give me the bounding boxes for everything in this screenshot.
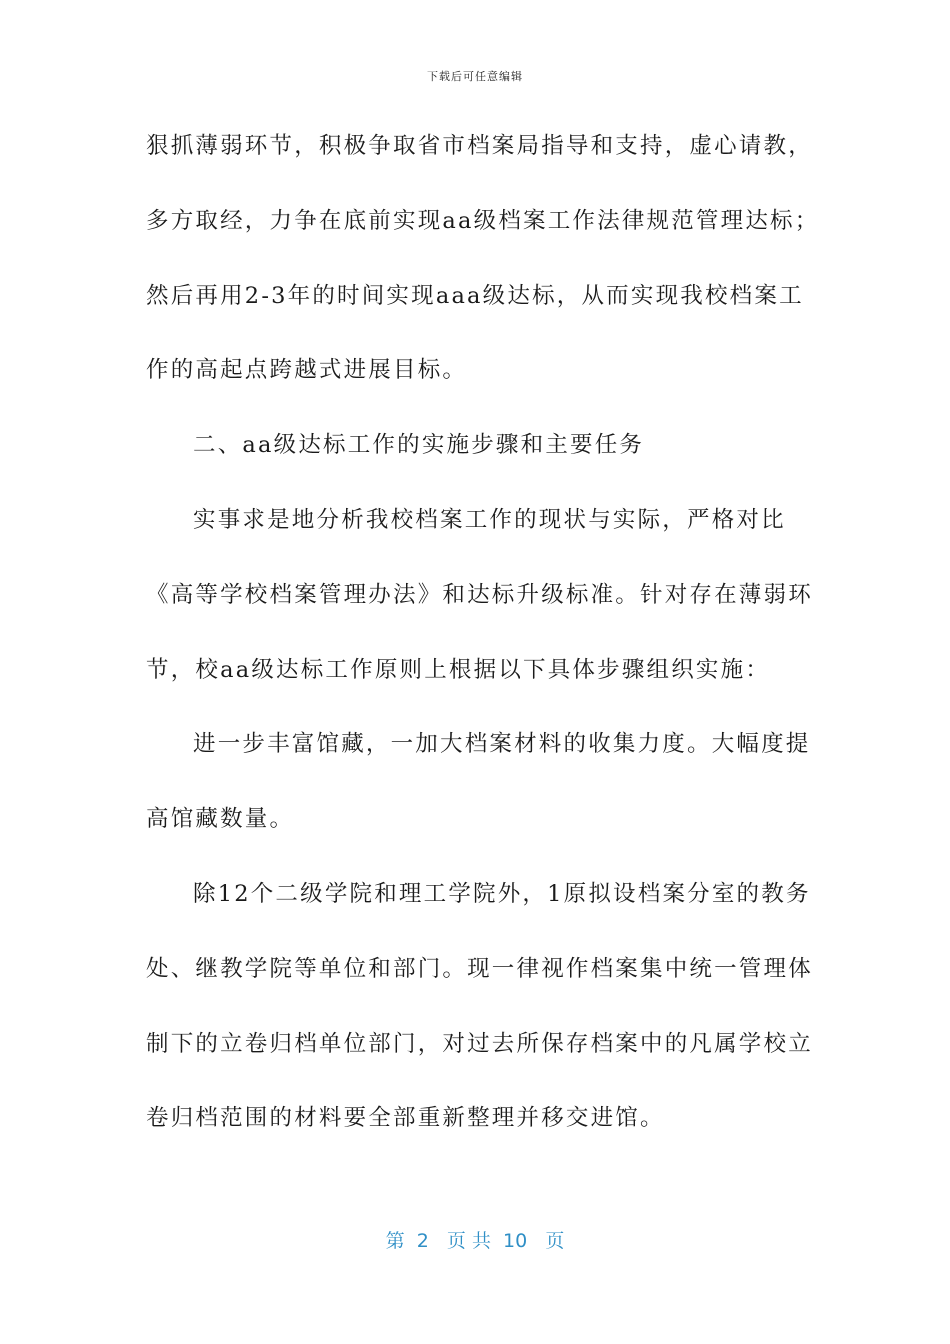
text-line: 实事求是地分析我校档案工作的现状与实际，严格对比	[193, 506, 786, 533]
text-line: 然后再用2-3年的时间实现aaa级达标，从而实现我校档案工	[146, 282, 804, 309]
text-line: 卷归档范围的材料要全部重新整理并移交进馆。	[146, 1105, 665, 1132]
text-line: 处、继教学院等单位和部门。现一律视作档案集中统一管理体	[146, 955, 813, 982]
header-note: 下载后可任意编辑	[427, 70, 523, 83]
page-number-footer: 第 2 页 共 10 页	[385, 1230, 565, 1252]
text-line: 多方取经，力争在底前实现aa级档案工作法律规范管理达标；	[146, 207, 820, 234]
text-line: 节，校aa级达标工作原则上根据以下具体步骤组织实施：	[146, 656, 771, 683]
body-text	[146, 123, 820, 1170]
section-heading: 二、aa级达标工作的实施步骤和主要任务	[193, 432, 645, 459]
text-line: 狠抓薄弱环节，积极争取省市档案局指导和支持，虚心请教，	[146, 133, 813, 159]
text-line: 进一步丰富馆藏，一加大档案材料的收集力度。大幅度提	[193, 731, 811, 758]
text-line: 《高等学校档案管理办法》和达标升级标准。针对存在薄弱环	[146, 581, 813, 608]
text-line: 制下的立卷归档单位部门，对过去所保存档案中的凡属学校立	[146, 1030, 813, 1057]
text-line: 高馆藏数量。	[146, 806, 295, 833]
text-line: 除12个二级学院和理工学院外，1原拟设档案分室的教务	[193, 880, 811, 907]
text-line: 作的高起点跨越式进展目标。	[146, 357, 468, 384]
